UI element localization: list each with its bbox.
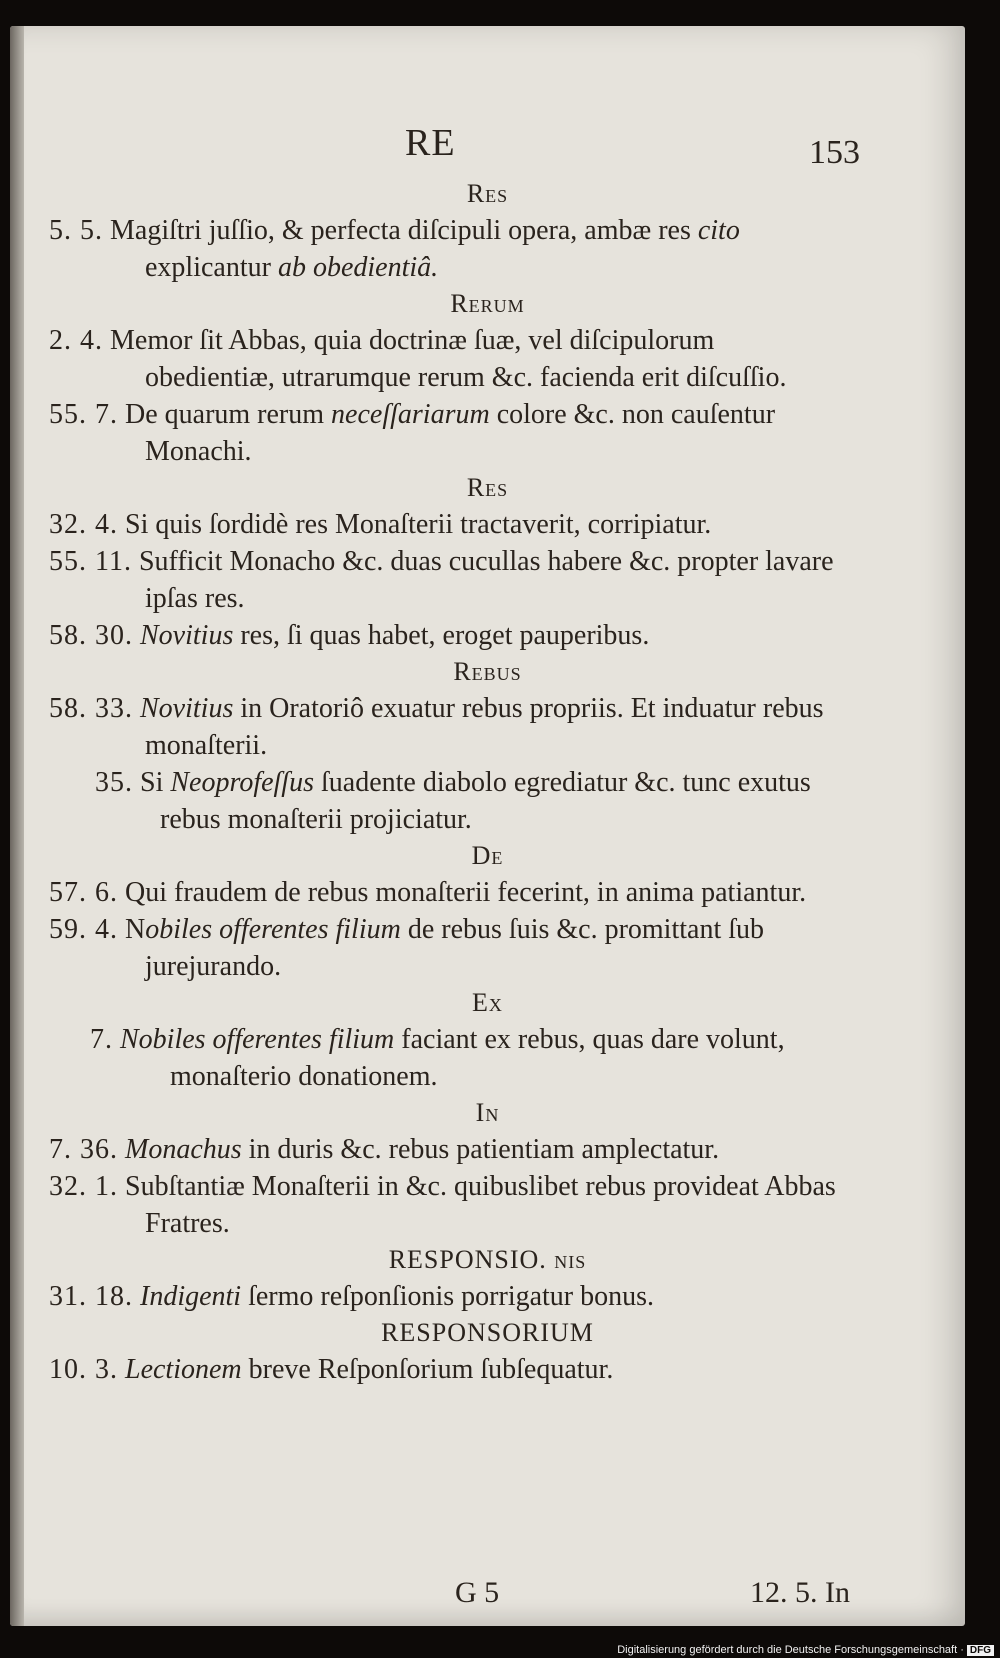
section-heading: Rebus	[453, 657, 522, 686]
italic-term: cito	[697, 215, 740, 246]
digitization-credit	[617, 1644, 994, 1656]
entry-text: breve Reſponſorium ſubſequatur.	[241, 1354, 614, 1385]
index-entry	[10, 1168, 850, 1242]
section-heading: De	[471, 841, 504, 870]
chapter-verse-ref: 7. 36.	[49, 1134, 118, 1165]
entry-text: colore &c. non cauſentur Monachi.	[145, 399, 776, 467]
index-entry	[10, 1351, 850, 1388]
index-entry	[10, 396, 850, 470]
italic-term: obiles offerentes filium	[145, 914, 401, 945]
entry-text: Si	[140, 767, 171, 798]
entry-text: res, ſi quas habet, eroget pauperibus.	[233, 620, 650, 651]
entry-text: explicantur	[145, 252, 278, 283]
italic-term: Nobiles offerentes filium	[120, 1024, 395, 1055]
italic-term: neceſſariarum	[331, 399, 490, 430]
entry-text: Qui fraudem de rebus monaſterii fecerint, in anima patiantur.	[125, 877, 807, 908]
chapter-verse-ref: 32. 1.	[49, 1171, 118, 1202]
index-entry	[10, 911, 850, 985]
italic-term: Novitius	[140, 620, 234, 651]
italic-term: Lectionem	[125, 1354, 242, 1385]
index-entry	[10, 543, 850, 617]
index-entry	[10, 1021, 850, 1095]
chapter-verse-ref: 57. 6.	[49, 877, 118, 908]
section-heading: RESPONSIO. nis	[388, 1245, 587, 1274]
index-entry	[10, 874, 850, 911]
entry-text: N	[125, 914, 146, 945]
entry-text: faciant ex rebus, quas dare volunt, monaſterio donationem.	[170, 1024, 785, 1092]
section-heading: Ex	[472, 988, 503, 1017]
index-entry	[10, 617, 850, 654]
section-heading: RESPONSORIUM	[381, 1318, 594, 1347]
entry-text: de rebus ſuis &c. promittant ſub jurejurando.	[145, 914, 765, 982]
section-heading: Res	[466, 473, 509, 502]
index-entry	[10, 506, 850, 543]
chapter-verse-ref: 58. 33.	[49, 693, 133, 724]
signature-mark: G 5	[455, 1576, 500, 1609]
italic-term: Novitius	[140, 693, 234, 724]
chapter-verse-ref: 10. 3.	[49, 1354, 118, 1385]
credit-text: Digitalisierung gefördert durch die Deutsche Forschungsgemeinschaft ·	[617, 1644, 964, 1656]
entry-text: Sufficit Monacho &c. duas cucullas habere &c. propter lavare ipſas res.	[138, 546, 834, 614]
entry-text: in duris &c. rebus patientiam amplectatur.	[241, 1134, 720, 1165]
chapter-verse-ref: 55. 7.	[49, 399, 118, 430]
chapter-verse-ref: 59. 4.	[49, 914, 118, 945]
italic-term: Neoprofeſſus	[170, 767, 314, 798]
italic-term: ab obedientiâ.	[277, 252, 439, 283]
running-head: RE	[405, 122, 456, 164]
index-entry	[10, 764, 850, 838]
index-entry	[10, 212, 850, 286]
section-heading: Res	[466, 179, 509, 208]
chapter-verse-ref: 58. 30.	[49, 620, 133, 651]
dfg-logo: DFG	[967, 1645, 994, 1656]
chapter-verse-ref: 7.	[90, 1024, 113, 1055]
index-entry	[10, 690, 850, 764]
chapter-verse-ref: 35.	[95, 767, 133, 798]
entry-text: Memor ſit Abbas, quia doctrinæ ſuæ, vel diſcipulorum obedientiæ, utrarumque rerum &c. facienda erit diſcuſſio.	[110, 325, 787, 393]
book-page	[10, 26, 965, 1626]
entry-text: Si quis ſordidè res Monaſterii tractaverit, corripiatur.	[125, 509, 712, 540]
entry-text: in Oratoriô exuatur rebus propriis. Et induatur rebus monaſterii.	[145, 693, 824, 761]
index-entry	[10, 1278, 850, 1315]
chapter-verse-ref: 31. 18.	[49, 1281, 133, 1312]
section-heading: In	[475, 1098, 500, 1127]
entry-text: ſermo reſponſionis porrigatur bonus.	[241, 1281, 655, 1312]
entry-text: Magiſtri juſſio, & perfecta diſcipuli opera, ambæ res	[110, 215, 698, 246]
section-heading: Rerum	[450, 289, 525, 318]
italic-term: Monachus	[125, 1134, 242, 1165]
italic-term: Indigenti	[140, 1281, 242, 1312]
chapter-verse-ref: 55. 11.	[49, 546, 132, 577]
entry-text: ſuadente diabolo egrediatur &c. tunc exutus rebus monaſterii projiciatur.	[160, 767, 811, 835]
page-number: 153	[809, 134, 860, 171]
entry-text: Subſtantiæ Monaſterii in &c. quibuslibet rebus provideat Abbas Fratres.	[125, 1171, 836, 1239]
catchword: 12. 5. In	[750, 1576, 850, 1609]
index-entry	[10, 322, 850, 396]
index-entry	[10, 1131, 850, 1168]
chapter-verse-ref: 5. 5.	[49, 215, 103, 246]
chapter-verse-ref: 2. 4.	[49, 325, 103, 356]
index-entries	[10, 176, 965, 1388]
entry-text: De quarum rerum	[125, 399, 332, 430]
chapter-verse-ref: 32. 4.	[49, 509, 118, 540]
